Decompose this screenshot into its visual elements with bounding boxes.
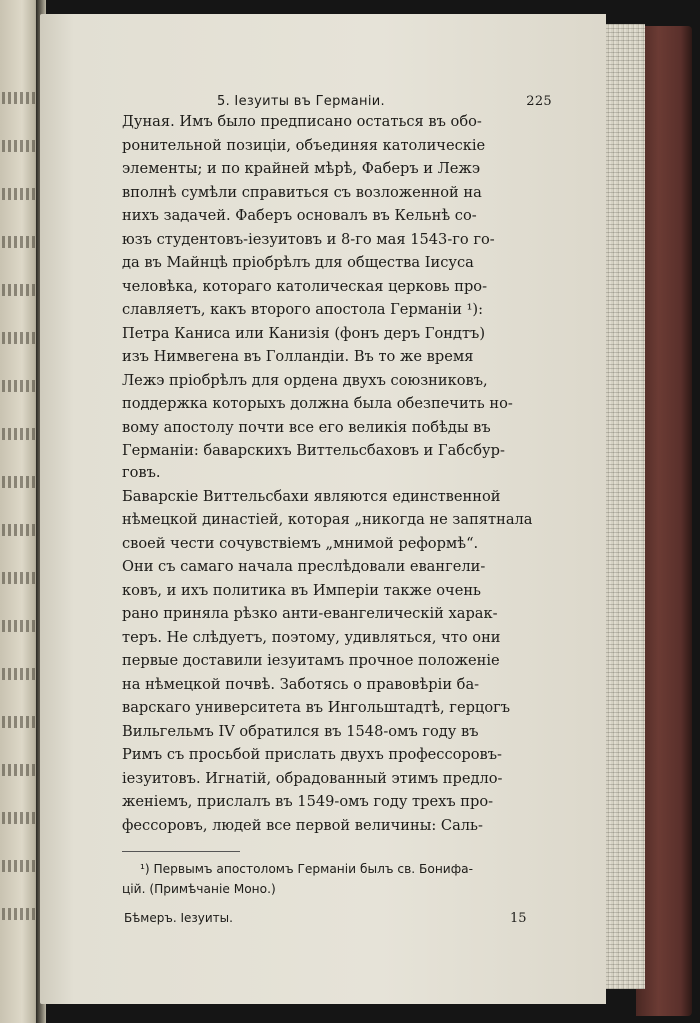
signature-line	[122, 911, 552, 931]
facing-page-text-fragment	[2, 236, 36, 248]
facing-page-text-fragment	[2, 92, 36, 104]
facing-page-text-fragment	[2, 812, 36, 824]
facing-page-text-fragment	[2, 716, 36, 728]
facing-page-text-fragment	[2, 524, 36, 536]
page-number: 225	[526, 94, 552, 109]
facing-page-text-fragment	[2, 380, 36, 392]
book-page	[40, 14, 606, 1004]
facing-page-text-fragment	[2, 428, 36, 440]
body-line: говъ.	[122, 464, 161, 481]
body-line: поддержка которыхъ должна была обезпечить но-	[122, 395, 513, 412]
body-line: женіемъ, прислалъ въ 1549-омъ году трехъ про-	[122, 793, 494, 810]
facing-page-text-fragment	[2, 620, 36, 632]
facing-page-text-fragment	[2, 332, 36, 344]
facing-page-text-fragment	[2, 668, 36, 680]
facing-page-text-fragment	[2, 764, 36, 776]
body-line: юзъ студентовъ-іезуитовъ и 8-го мая 1543-го го-	[122, 230, 495, 248]
body-line: Римъ съ просьбой прислать двухъ профессоровъ-	[122, 746, 502, 763]
body-line: человѣка, котораго католическая церковь про-	[122, 277, 488, 295]
body-line: теръ. Не слѣдуетъ, поэтому, удивляться, что они	[122, 628, 501, 646]
body-line: ронительной позиціи, объединяя католическіе	[122, 136, 486, 154]
body-line: славляетъ, какъ второго апостола Германіи ¹):	[122, 301, 484, 318]
signature-number: 15	[510, 911, 527, 926]
facing-page-text-fragment	[2, 908, 36, 920]
body-line: первые доставили іезуитамъ прочное положеніе	[122, 652, 500, 669]
footnote-rule	[122, 851, 240, 852]
body-line: рано приняла рѣзко анти-евангелическій харак-	[122, 605, 498, 622]
body-line: Баварскіе Виттельсбахи являются единственной	[122, 487, 501, 505]
facing-page-text-fragment	[2, 476, 36, 488]
footnote-line: цій. (Примѣчаніе Моно.)	[122, 882, 276, 896]
body-line: нихъ задачей. Фаберъ основалъ въ Кельнѣ со-	[122, 207, 477, 224]
body-line: ковъ, и ихъ политика въ Имперіи также очень	[122, 581, 482, 599]
facing-page-text-fragment	[2, 140, 36, 152]
body-line: да въ Майнцѣ пріобрѣлъ для общества Іисуса	[122, 254, 474, 271]
body-line: вполнѣ сумѣли справиться съ возложенной на	[122, 183, 482, 201]
body-line: варскаго университета въ Ингольштадтѣ, герцогъ	[122, 699, 511, 716]
body-line: вому апостолу почти все его великія побѣды въ	[122, 418, 491, 436]
body-line: фессоровъ, людей все первой величины: Саль-	[122, 816, 483, 834]
footnote-line: ¹) Первымъ апостоломъ Германіи былъ св. Бонифа-	[140, 862, 473, 876]
body-line: нѣмецкой династіей, которая „никогда не запятнала	[122, 511, 533, 528]
body-line: на нѣмецкой почвѣ. Заботясь о правовѣріи ба-	[122, 675, 480, 693]
facing-page-text-fragment	[2, 188, 36, 200]
body-line: іезуитовъ. Игнатій, обрадованный этимъ предло-	[122, 769, 503, 787]
body-line: своей чести сочувствіемъ „мнимой реформѣ“.	[122, 534, 479, 552]
body-line: Лежэ пріобрѣлъ для ордена двухъ союзниковъ,	[122, 371, 488, 389]
facing-page-text-fragment	[2, 572, 36, 584]
body-line: элементы; и по крайней мѣрѣ, Фаберъ и Лежэ	[122, 160, 481, 177]
facing-page-text-fragment	[2, 284, 36, 296]
body-line: Дуная. Имъ было предписано остаться въ обо-	[122, 113, 482, 130]
body-line: Петра Каниса или Канизія (фонъ деръ Гондтъ)	[122, 324, 486, 342]
facing-page-edge	[0, 0, 40, 1023]
body-line: Они съ самаго начала преслѣдовали евангели-	[122, 558, 486, 575]
body-line: изъ Нимвегена въ Голландіи. Въ то же время	[122, 348, 474, 365]
facing-page-text-fragment	[2, 860, 36, 872]
signature-text: Бѣмеръ. Іезуиты.	[124, 911, 233, 925]
body-line: Вильгельмъ IV обратился въ 1548-омъ году въ	[122, 722, 479, 740]
chapter-title: 5. Іезуиты въ Германіи.	[217, 94, 385, 109]
body-line: Германіи: баварскихъ Виттельсбаховъ и Габсбур-	[122, 442, 505, 459]
page-edges	[600, 24, 645, 989]
